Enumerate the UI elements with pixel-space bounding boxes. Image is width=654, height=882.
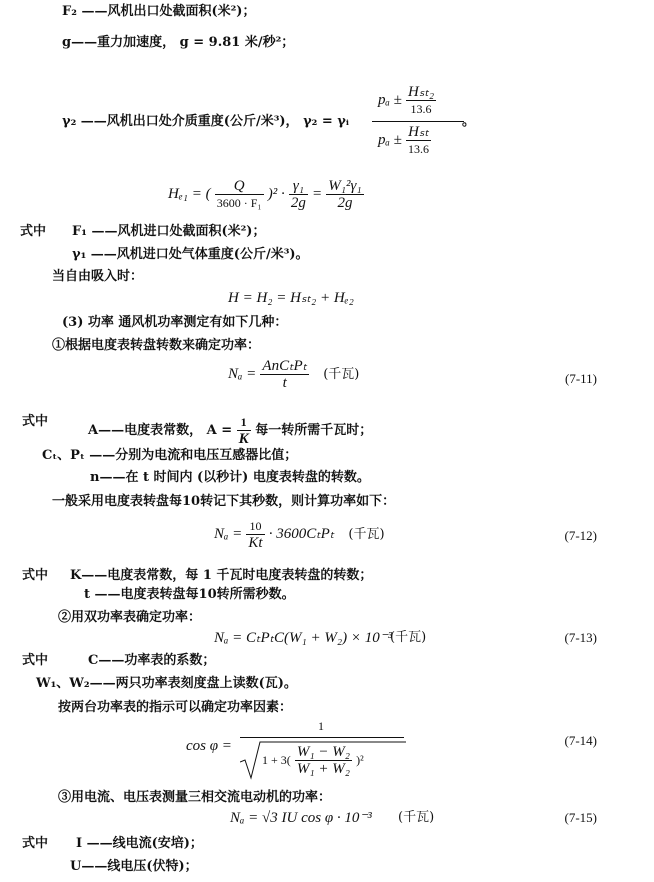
- hd1-fraction-1: [215, 178, 264, 211]
- eq14-inner-top: W₁ − W₂: [296, 744, 350, 760]
- equation-7-15: Nₐ = √3 IU cos φ · 10⁻³: [230, 810, 372, 826]
- gamma2-num-frac-bot: 13.6: [410, 102, 432, 116]
- hd1-f2-top: γ₁: [289, 178, 308, 195]
- where-label-5: 式中: [22, 836, 49, 851]
- eq12-lhs: Nₐ =: [214, 526, 243, 542]
- free-suction-text: 当自由吸入时：: [52, 269, 144, 284]
- hd1-formula: [168, 178, 364, 211]
- hd1-fraction-2: [289, 178, 308, 211]
- method-2-heading: ②用双功率表确定功率：: [58, 610, 202, 625]
- gamma2-num-pre: pₐ ±: [378, 92, 402, 108]
- a-def-pre: A——电度表常数， A =: [88, 423, 233, 438]
- method-3-heading: ③用电流、电压表测量三相交流电动机的功率：: [58, 790, 332, 805]
- where-label-1: 式中: [20, 224, 47, 239]
- eq12-top: 10: [246, 518, 264, 535]
- eq12-rhs: · 3600CₜPₜ: [268, 526, 335, 542]
- gamma2-main-fraction-bar: [372, 121, 464, 122]
- eq11-lhs: Nₐ =: [228, 366, 257, 382]
- eq11-bot: t: [282, 375, 287, 391]
- gamma2-end-mark: 。: [462, 114, 476, 129]
- equation-7-11: [228, 358, 359, 391]
- hd1-mid: )² ·: [267, 186, 285, 202]
- a-frac-bot: K: [238, 431, 249, 447]
- gamma2-denominator: [378, 124, 431, 157]
- power-heading: (3) 功率 通风机功率测定有如下几种：: [62, 315, 288, 330]
- a-definition: [88, 414, 372, 447]
- eq13-unit: (千瓦): [390, 630, 427, 645]
- hd1-eq: =: [312, 186, 323, 202]
- eq12-number: (7-12): [564, 528, 597, 543]
- general-text: 一般采用电度表转盘每10转记下其秒数，则计算功率如下：: [52, 494, 396, 509]
- a-def-post: 每一转所需千瓦时；: [255, 423, 373, 438]
- eq12-bot: Kt: [248, 535, 263, 551]
- eq12-fraction: [246, 518, 264, 551]
- hd1-f1-top: Q: [215, 178, 264, 195]
- eq14-main-fraction-bar: [240, 737, 404, 738]
- eq15-number: (7-15): [564, 810, 597, 825]
- t-definition: t ——电度表转盘每10转所需秒数。: [84, 587, 295, 602]
- gamma1-definition: γ₁ ——风机进口处气体重度(公斤/米³)。: [72, 247, 309, 262]
- eq12-unit: (千瓦): [348, 527, 385, 542]
- eq14-lhs: cos φ =: [186, 738, 232, 754]
- c-definition: C——功率表的系数；: [88, 653, 216, 668]
- w-definition: W₁、W₂——两只功率表刻度盘上读数(瓦)。: [36, 676, 297, 691]
- u-definition: U——线电压(伏特)；: [70, 859, 198, 874]
- where-label-2: 式中: [22, 414, 49, 429]
- eq14-inner-fraction: [295, 744, 352, 777]
- power-factor-intro: 按两台功率表的指示可以确定功率因素：: [58, 700, 293, 715]
- eq14-radicand: [262, 744, 364, 777]
- f2-definition: F₂ ——风机出口处截面积(米²)；: [62, 4, 256, 19]
- a-frac-top: 1: [237, 414, 251, 431]
- g-definition: g——重力加速度， g = 9.81 米/秒²；: [62, 35, 295, 50]
- gamma2-num-frac-top: Hₛₜ₂: [408, 84, 435, 100]
- gamma2-den-fraction: [406, 124, 431, 157]
- eq14-rad-post: )²: [356, 753, 364, 767]
- method-1-heading: ①根据电度表转盘转数来确定功率：: [52, 338, 261, 353]
- hd1-lhs: Hₑ₁ = (: [168, 186, 211, 202]
- hd1-f1-bot: 3600 · F₁: [216, 196, 262, 210]
- eq14-inner-bot: W₁ + W₂: [296, 761, 350, 777]
- hd1-fraction-3: [326, 178, 363, 211]
- equation-7-12: [214, 518, 385, 551]
- eq15-unit: (千瓦): [398, 810, 435, 825]
- a-fraction: [237, 414, 251, 447]
- eq11-number: (7-11): [564, 371, 597, 386]
- n-definition: n——在 t 时间内 (以秒计) 电度表转盘的转数。: [90, 470, 370, 485]
- h-equation: H = H₂ = Hₛₜ₂ + Hₑ₂: [228, 290, 354, 306]
- gamma2-den-frac-top: Hₛₜ: [406, 124, 431, 141]
- hd1-f3-top: W₁²γ₁: [328, 178, 362, 194]
- gamma2-numerator: [378, 84, 436, 117]
- eq14-rad-pre: 1 + 3(: [262, 753, 291, 767]
- hd1-f2-bot: 2g: [290, 195, 306, 211]
- eq11-top: AnCₜPₜ: [262, 358, 308, 374]
- where-label-3: 式中: [22, 568, 49, 583]
- eq13-number: (7-13): [564, 630, 597, 645]
- gamma2-den-pre: pₐ ±: [378, 132, 402, 148]
- eq14-numerator: 1: [318, 719, 324, 733]
- eq11-fraction: [260, 358, 309, 391]
- hd1-f3-bot: 2g: [337, 195, 353, 211]
- k-definition: K——电度表常数，每 1 千瓦时电度表转盘的转数；: [70, 568, 373, 583]
- where-label-4: 式中: [22, 653, 49, 668]
- gamma2-definition: γ₂ ——风机出口处介质重度(公斤/米³)， γ₂ = γᵢ: [62, 114, 349, 129]
- f1-definition: F₁ ——风机进口处截面积(米²)；: [72, 224, 266, 239]
- gamma2-den-frac-bot: 13.6: [408, 142, 430, 156]
- ct-pt-definition: Cₜ、Pₜ ——分别为电流和电压互感器比值；: [42, 448, 298, 463]
- eq14-number: (7-14): [564, 733, 597, 748]
- eq11-unit: (千瓦): [323, 367, 360, 382]
- i-definition: I ——线电流(安培)；: [76, 836, 203, 851]
- gamma2-num-fraction: [406, 84, 436, 117]
- equation-7-13: Nₐ = CₜPₜC(W₁ + W₂) × 10⁻³: [214, 630, 393, 646]
